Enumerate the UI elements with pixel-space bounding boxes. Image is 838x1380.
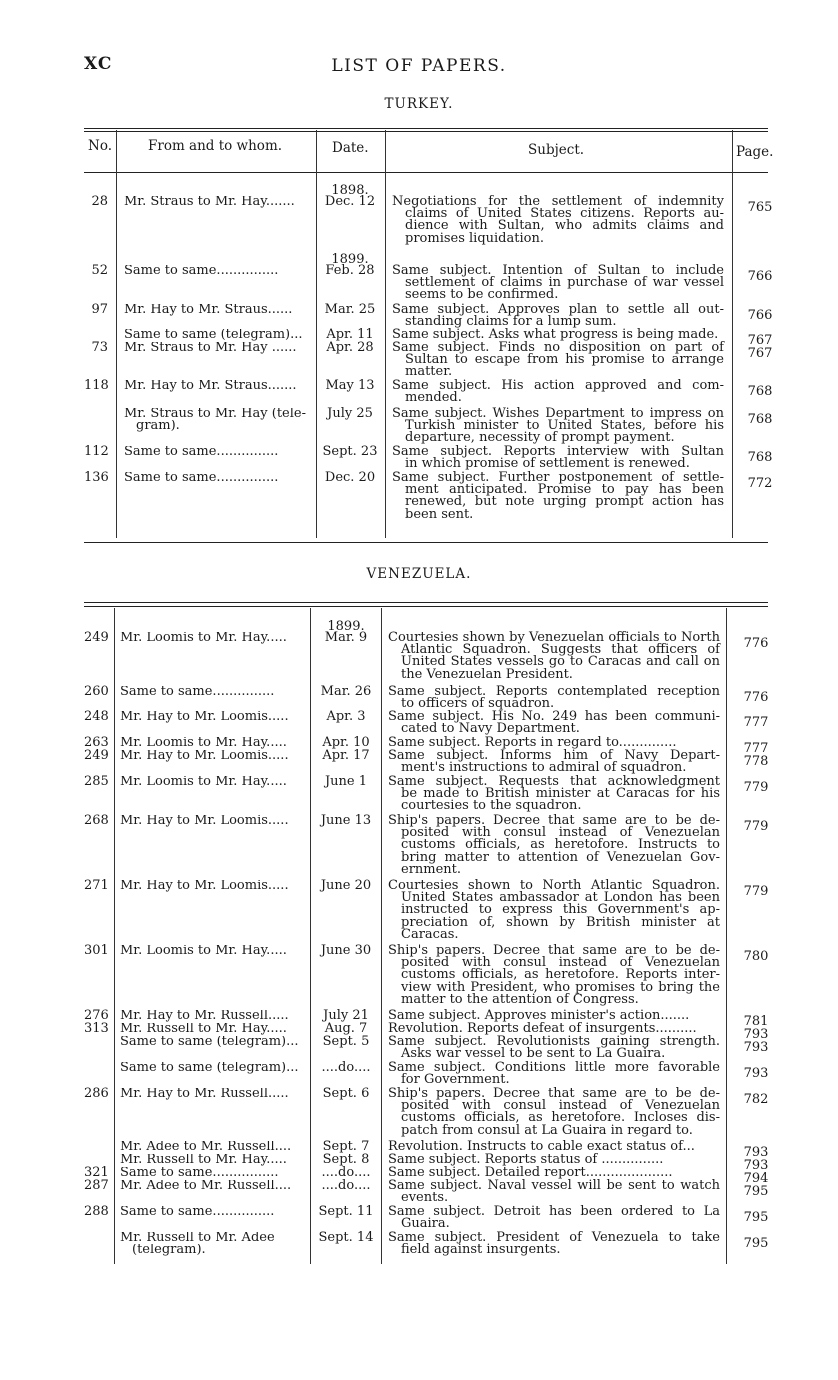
row-subject-line: patch from consul at La Guaira in regard to.: [401, 1122, 693, 1138]
row-number: 136: [84, 470, 109, 485]
row-from-to: Mr. Hay to Mr. Loomis.....: [120, 750, 289, 763]
row-subject-line: courtesies to the squadron.: [401, 798, 582, 814]
column-header-subject: Subject.: [528, 142, 585, 158]
row-subject-line: Same subject. Approves plan to settle all out-: [392, 302, 724, 317]
row-subject-line: Same subject. Further postponement of settle-: [392, 470, 724, 485]
row-date: Apr. 11: [326, 327, 374, 342]
row-date: Sept. 23: [322, 444, 378, 459]
row-subject-line: Turkish minister to United States, before his: [405, 418, 724, 434]
row-number: 288: [84, 1204, 109, 1219]
column-divider: [116, 130, 117, 538]
row-subject-line: mended.: [405, 390, 462, 406]
row-number: 260: [84, 684, 109, 699]
row-page: 781: [743, 1014, 769, 1029]
row-from-to: Same to same (telegram)...: [124, 329, 303, 342]
row-from-to: Mr. Loomis to Mr. Hay.....: [120, 632, 287, 645]
row-date: Sept. 11: [318, 1204, 374, 1219]
row-subject-line: Ship's papers. Decree that same are to be de-: [388, 1086, 720, 1101]
row-date: ....do....: [321, 1060, 371, 1075]
row-date: June 30: [320, 943, 372, 958]
row-from-to: Mr. Russell to Mr. Hay.....: [120, 1154, 287, 1167]
row-date: Apr. 10: [322, 735, 370, 750]
row-subject-line: United States vessels go to Caracas and call on: [401, 654, 720, 670]
row-date: Aug. 7: [324, 1021, 368, 1036]
row-subject-line: Same subject. Reports interview with Sultan: [392, 444, 724, 459]
row-subject-line: posited with consul instead of Venezuelan: [401, 825, 720, 841]
row-subject-line: ment anticipated. Promise to pay has been: [405, 482, 724, 498]
row-page: 779: [743, 819, 769, 834]
page-number: XC: [84, 54, 113, 74]
row-page: 793: [743, 1027, 769, 1042]
row-page: 777: [743, 715, 769, 730]
row-subject-line: Asks war vessel to be sent to La Guaira.: [401, 1046, 666, 1062]
row-page: 768: [747, 450, 773, 465]
row-subject-line: field against insurgents.: [401, 1242, 561, 1258]
row-page: 766: [747, 269, 773, 284]
row-subject-line: Same subject. His No. 249 has been communi-: [388, 709, 720, 724]
row-from-to: Mr. Hay to Mr. Straus.......: [124, 380, 297, 393]
row-page: 766: [747, 308, 773, 323]
row-subject-line: matter to the attention of Congress.: [401, 991, 639, 1007]
row-subject-line: settlement of claims in purchase of war vessel: [405, 275, 724, 291]
row-number: 249: [84, 630, 109, 645]
row-subject-line: Same subject. Reports in regard to..............: [388, 735, 677, 750]
row-number: 285: [84, 774, 109, 789]
column-divider: [316, 130, 317, 538]
row-from-to: Same to same...............: [120, 686, 275, 699]
row-subject-line: Ship's papers. Decree that same are to be de-: [388, 813, 720, 828]
row-from-to: Same to same...............: [124, 265, 279, 278]
row-date: Apr. 28: [326, 340, 374, 355]
column-header-date: Date.: [332, 140, 369, 156]
row-subject-line: preciation of, shown by British minister at: [401, 914, 720, 930]
row-from-to: Same to same (telegram)...: [120, 1062, 299, 1075]
column-divider: [385, 130, 386, 538]
row-subject-line: Same subject. Asks what progress is being made.: [392, 327, 719, 342]
row-page: 768: [747, 384, 773, 399]
row-subject-line: events.: [401, 1190, 449, 1206]
row-date: June 13: [320, 813, 372, 828]
row-page: 793: [743, 1066, 769, 1081]
row-subject-line: claims of United States citizens. Reports au-: [405, 206, 724, 222]
row-date: Dec. 20: [324, 470, 376, 485]
table-top-rule: [84, 128, 768, 129]
row-page: 772: [747, 476, 773, 491]
row-number: 248: [84, 709, 109, 724]
row-subject-line: Courtesies shown to North Atlantic Squadron.: [388, 878, 720, 893]
row-number: 321: [84, 1165, 109, 1180]
row-date: Sept. 14: [318, 1230, 374, 1245]
row-from-to: Mr. Hay to Mr. Loomis.....: [120, 880, 289, 893]
row-subject-line: matter.: [405, 364, 453, 380]
table-top-rule: [84, 606, 768, 607]
row-date: Apr. 3: [326, 709, 366, 724]
row-from-to: Same to same...............: [120, 1206, 275, 1219]
page-title: LIST OF PAPERS.: [331, 56, 507, 76]
row-subject-line: United States ambassador at London has been: [401, 890, 720, 906]
row-number: 112: [84, 444, 109, 459]
row-page: 794: [743, 1171, 769, 1186]
row-number: 97: [91, 302, 108, 317]
row-page: 768: [747, 412, 773, 427]
row-date: Sept. 5: [322, 1034, 370, 1049]
column-header-page: Page.: [736, 144, 774, 160]
row-subject-line: seems to be confirmed.: [405, 287, 559, 303]
row-subject-line: in which promise of settlement is renewed.: [405, 456, 690, 472]
row-from-to: Same to same................: [120, 1167, 279, 1180]
row-subject-line: Same subject. Approves minister's action.......: [388, 1008, 690, 1023]
row-number: 276: [84, 1008, 109, 1023]
row-number: 287: [84, 1178, 109, 1193]
row-from-to-continued: (telegram).: [132, 1244, 206, 1257]
column-divider: [114, 608, 115, 1264]
row-date: May 13: [325, 378, 375, 393]
row-subject-line: Negotiations for the settlement of indemnity: [392, 194, 724, 209]
table-top-rule: [84, 131, 768, 132]
row-number: 313: [84, 1021, 109, 1036]
row-from-to: Mr. Loomis to Mr. Hay.....: [120, 776, 287, 789]
row-date: June 1: [324, 774, 368, 789]
row-from-to: Mr. Adee to Mr. Russell....: [120, 1180, 292, 1193]
row-page: 793: [743, 1158, 769, 1173]
row-subject-line: Same subject. Detailed report.....................: [388, 1165, 673, 1180]
row-subject-line: been sent.: [405, 506, 474, 522]
row-subject-line: Atlantic Squadron. Suggests that officers of: [401, 642, 720, 658]
table-top-rule: [84, 602, 768, 603]
row-from-to: Mr. Hay to Mr. Russell.....: [120, 1010, 289, 1023]
row-page: 767: [747, 333, 773, 348]
row-date: Mar. 26: [320, 684, 372, 699]
row-subject-line: Caracas.: [401, 926, 459, 942]
row-number: 52: [91, 263, 108, 278]
row-subject-line: ernment.: [401, 861, 462, 877]
row-subject-line: cated to Navy Department.: [401, 721, 580, 737]
row-subject-line: Same subject. Naval vessel will be sent to watch: [388, 1178, 720, 1193]
row-subject-line: Same subject. Reports contemplated reception: [388, 684, 720, 699]
row-subject-line: dience with Sultan, who admits claims and: [405, 218, 724, 234]
row-date: Mar. 25: [324, 302, 376, 317]
row-date: June 20: [320, 878, 372, 893]
row-date: July 25: [327, 406, 373, 421]
row-page: 765: [747, 200, 773, 215]
year-label: 1899.: [327, 619, 365, 634]
year-label: 1898.: [331, 183, 369, 198]
row-date: Mar. 9: [324, 630, 368, 645]
row-number: 286: [84, 1086, 109, 1101]
row-from-to: Mr. Loomis to Mr. Hay.....: [120, 945, 287, 958]
row-from-to: Same to same...............: [124, 446, 279, 459]
row-date: ....do....: [321, 1165, 371, 1180]
row-subject-line: bring matter to attention of Venezuelan Gov-: [401, 849, 720, 865]
row-subject-line: customs officials, as heretofore. Instructs to: [401, 837, 720, 853]
row-page: 767: [747, 346, 773, 361]
row-subject-line: Same subject. Conditions little more favorable: [388, 1060, 720, 1075]
row-subject-line: customs officials, as heretofore. Reports inter-: [401, 967, 720, 983]
column-divider: [726, 608, 727, 1264]
row-page: 776: [743, 690, 769, 705]
row-from-to: Mr. Hay to Mr. Straus......: [124, 304, 293, 317]
row-number: 271: [84, 878, 109, 893]
table-bottom-rule: [84, 542, 768, 543]
row-page: 795: [743, 1210, 769, 1225]
row-subject-line: Same subject. Informs him of Navy Depart-: [388, 748, 720, 763]
row-date: ....do....: [321, 1178, 371, 1193]
row-page: 779: [743, 780, 769, 795]
row-subject-line: renewed, but note urging prompt action has: [405, 494, 724, 510]
row-subject-line: posited with consul instead of Venezuelan: [401, 955, 720, 971]
row-subject-line: view with President, who promises to bring the: [401, 979, 720, 995]
row-from-to-continued: gram).: [136, 420, 180, 433]
row-subject-line: Revolution. Instructs to cable exact status of...: [388, 1139, 695, 1154]
section-title-turkey: TURKEY.: [384, 96, 454, 112]
row-subject-line: Same subject. Reports status of ...............: [388, 1152, 664, 1167]
row-subject-line: departure, necessity of prompt payment.: [405, 430, 675, 446]
row-date: July 21: [323, 1008, 369, 1023]
row-date: Sept. 6: [322, 1086, 370, 1101]
row-from-to: Mr. Hay to Mr. Russell.....: [120, 1088, 289, 1101]
row-date: Apr. 17: [322, 748, 370, 763]
row-subject-line: the Venezuelan President.: [401, 666, 573, 682]
section-title-venezuela: VENEZUELA.: [366, 566, 472, 582]
row-page: 795: [743, 1184, 769, 1199]
row-subject-line: Ship's papers. Decree that same are to be de-: [388, 943, 720, 958]
row-number: 28: [91, 194, 108, 209]
row-page: 777: [743, 741, 769, 756]
row-from-to: Mr. Hay to Mr. Loomis.....: [120, 711, 289, 724]
row-subject-line: Same subject. President of Venezuela to take: [388, 1230, 720, 1245]
row-subject-line: standing claims for a lump sum.: [405, 314, 617, 330]
row-subject-line: Same subject. Requests that acknowledgment: [388, 774, 720, 789]
row-subject-line: for Government.: [401, 1072, 510, 1088]
row-subject-line: Same subject. Revolutionists gaining strength.: [388, 1034, 720, 1049]
column-divider: [310, 608, 311, 1264]
row-from-to: Same to same...............: [124, 472, 279, 485]
row-from-to: Mr. Straus to Mr. Hay (tele-: [124, 408, 306, 421]
column-divider: [381, 608, 382, 1264]
row-number: 118: [84, 378, 109, 393]
turkey-table: [84, 126, 774, 546]
row-subject-line: Same subject. Detroit has been ordered to La: [388, 1204, 720, 1219]
column-divider: [732, 130, 733, 538]
row-number: 263: [84, 735, 109, 750]
row-subject-line: Guaira.: [401, 1216, 450, 1232]
row-subject-line: be made to British minister at Caracas for his: [401, 786, 720, 802]
year-label: 1899.: [331, 252, 369, 267]
row-number: 73: [91, 340, 108, 355]
row-subject-line: to officers of squadron.: [401, 696, 555, 712]
row-number: 249: [84, 748, 109, 763]
row-subject-line: posited with consul instead of Venezuelan: [401, 1098, 720, 1114]
row-page: 778: [743, 754, 769, 769]
row-date: Sept. 7: [322, 1139, 370, 1154]
row-page: 776: [743, 636, 769, 651]
row-from-to: Mr. Adee to Mr. Russell....: [120, 1141, 292, 1154]
row-from-to: Mr. Straus to Mr. Hay.......: [124, 196, 295, 209]
column-header-no: No.: [88, 138, 112, 154]
row-from-to: Mr. Hay to Mr. Loomis.....: [120, 815, 289, 828]
venezuela-table: [84, 600, 768, 1270]
row-subject-line: Same subject. His action approved and com-: [392, 378, 724, 393]
row-subject-line: Courtesies shown by Venezuelan officials to North: [388, 630, 720, 645]
row-from-to: Mr. Russell to Mr. Adee: [120, 1232, 275, 1245]
row-subject-line: Revolution. Reports defeat of insurgents..........: [388, 1021, 697, 1036]
row-date: Feb. 28: [325, 263, 375, 278]
header-rule: [84, 172, 768, 173]
row-number: 301: [84, 943, 109, 958]
row-subject-line: instructed to express this Government's ap-: [401, 902, 720, 918]
row-subject-line: Same subject. Intention of Sultan to include: [392, 263, 724, 278]
row-from-to: Mr. Russell to Mr. Hay.....: [120, 1023, 287, 1036]
row-date: Sept. 8: [322, 1152, 370, 1167]
row-page: 793: [743, 1145, 769, 1160]
row-subject-line: Same subject. Finds no disposition on part of: [392, 340, 724, 355]
row-subject-line: customs officials, as heretofore. Incloses dis-: [401, 1110, 720, 1126]
row-subject-line: ment's instructions to admiral of squadron.: [401, 760, 687, 776]
row-from-to: Mr. Loomis to Mr. Hay.....: [120, 737, 287, 750]
row-page: 782: [743, 1092, 769, 1107]
row-number: 268: [84, 813, 109, 828]
row-subject-line: promises liquidation.: [405, 230, 544, 246]
row-page: 780: [743, 949, 769, 964]
row-subject-line: Sultan to escape from his promise to arrange: [405, 352, 724, 368]
row-subject-line: Same subject. Wishes Department to impress on: [392, 406, 724, 421]
row-page: 793: [743, 1040, 769, 1055]
row-from-to: Mr. Straus to Mr. Hay ......: [124, 342, 297, 355]
row-date: Dec. 12: [324, 194, 376, 209]
column-header-from: From and to whom.: [148, 138, 283, 154]
row-page: 779: [743, 884, 769, 899]
row-page: 795: [743, 1236, 769, 1251]
row-from-to: Same to same (telegram)...: [120, 1036, 299, 1049]
